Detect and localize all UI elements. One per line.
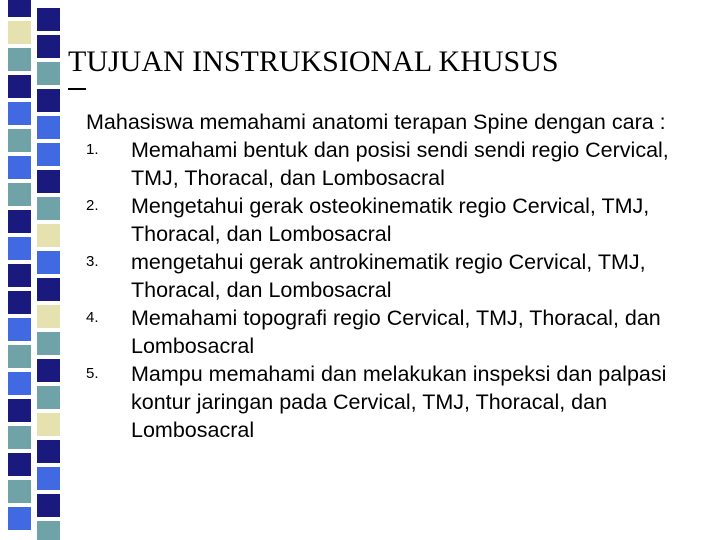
decorative-square	[8, 264, 31, 287]
decorative-square	[37, 8, 60, 31]
decorative-square	[8, 48, 31, 71]
decorative-square	[37, 197, 60, 220]
item-text: Mampu memahami dan melakukan inspeksi dan palpasi kontur jaringan pada Cervical, TMJ, Thoracal, dan Lombosacral	[131, 362, 667, 442]
decorative-square	[37, 170, 60, 193]
decorative-square	[37, 224, 60, 247]
intro-text: Mahasiswa memahami anatomi terapan Spine dengan cara :	[86, 110, 666, 134]
decorative-square	[8, 75, 31, 98]
decorative-square	[8, 102, 31, 125]
decorative-square	[8, 0, 31, 17]
item-text: mengetahui gerak antrokinematik regio Cervical, TMJ, Thoracal, dan Lombosacral	[131, 250, 646, 302]
decorative-square	[37, 386, 60, 409]
decorative-square	[8, 291, 31, 314]
item-text: Memahami bentuk dan posisi sendi sendi regio Cervical, TMJ, Thoracal, dan Lombosacral	[131, 138, 669, 190]
decorative-square	[37, 89, 60, 112]
decorative-square	[8, 426, 31, 449]
decorative-square	[37, 494, 60, 517]
decorative-square	[8, 21, 31, 44]
list-item	[86, 192, 706, 248]
decorative-square	[8, 156, 31, 179]
decorative-square	[8, 507, 31, 530]
decorative-square	[37, 332, 60, 355]
decorative-square	[8, 480, 31, 503]
item-number: 3.	[86, 253, 99, 270]
decorative-square-stripe	[0, 0, 70, 540]
list-item	[86, 136, 706, 192]
item-text: Mengetahui gerak osteokinematik regio Cervical, TMJ, Thoracal, dan Lombosacral	[131, 194, 650, 246]
decorative-square	[8, 237, 31, 260]
decorative-square	[37, 440, 60, 463]
objectives-list	[86, 136, 706, 444]
item-number: 5.	[86, 365, 99, 382]
decorative-square	[37, 251, 60, 274]
item-number: 2.	[86, 197, 99, 214]
decorative-square	[37, 35, 60, 58]
decorative-square	[37, 278, 60, 301]
decorative-square	[37, 143, 60, 166]
decorative-square	[8, 318, 31, 341]
decorative-square	[8, 372, 31, 395]
item-number: 1.	[86, 141, 99, 158]
list-item	[86, 248, 706, 304]
list-item	[86, 304, 706, 360]
decorative-square	[8, 183, 31, 206]
decorative-square	[37, 305, 60, 328]
decorative-square	[8, 399, 31, 422]
item-number: 4.	[86, 309, 99, 326]
list-item	[86, 360, 706, 444]
decorative-square	[37, 413, 60, 436]
slide-body	[86, 108, 706, 444]
decorative-square	[8, 453, 31, 476]
decorative-square	[8, 129, 31, 152]
decorative-square	[37, 359, 60, 382]
decorative-square	[8, 345, 31, 368]
item-text: Memahami topografi regio Cervical, TMJ, Thoracal, dan Lombosacral	[131, 306, 661, 358]
decorative-square	[37, 116, 60, 139]
slide-title: TUJUAN INSTRUKSIONAL KHUSUS	[68, 45, 559, 78]
decorative-square	[37, 62, 60, 85]
title-underline	[68, 88, 86, 90]
decorative-square	[8, 210, 31, 233]
decorative-square	[37, 467, 60, 490]
decorative-square	[37, 521, 60, 540]
